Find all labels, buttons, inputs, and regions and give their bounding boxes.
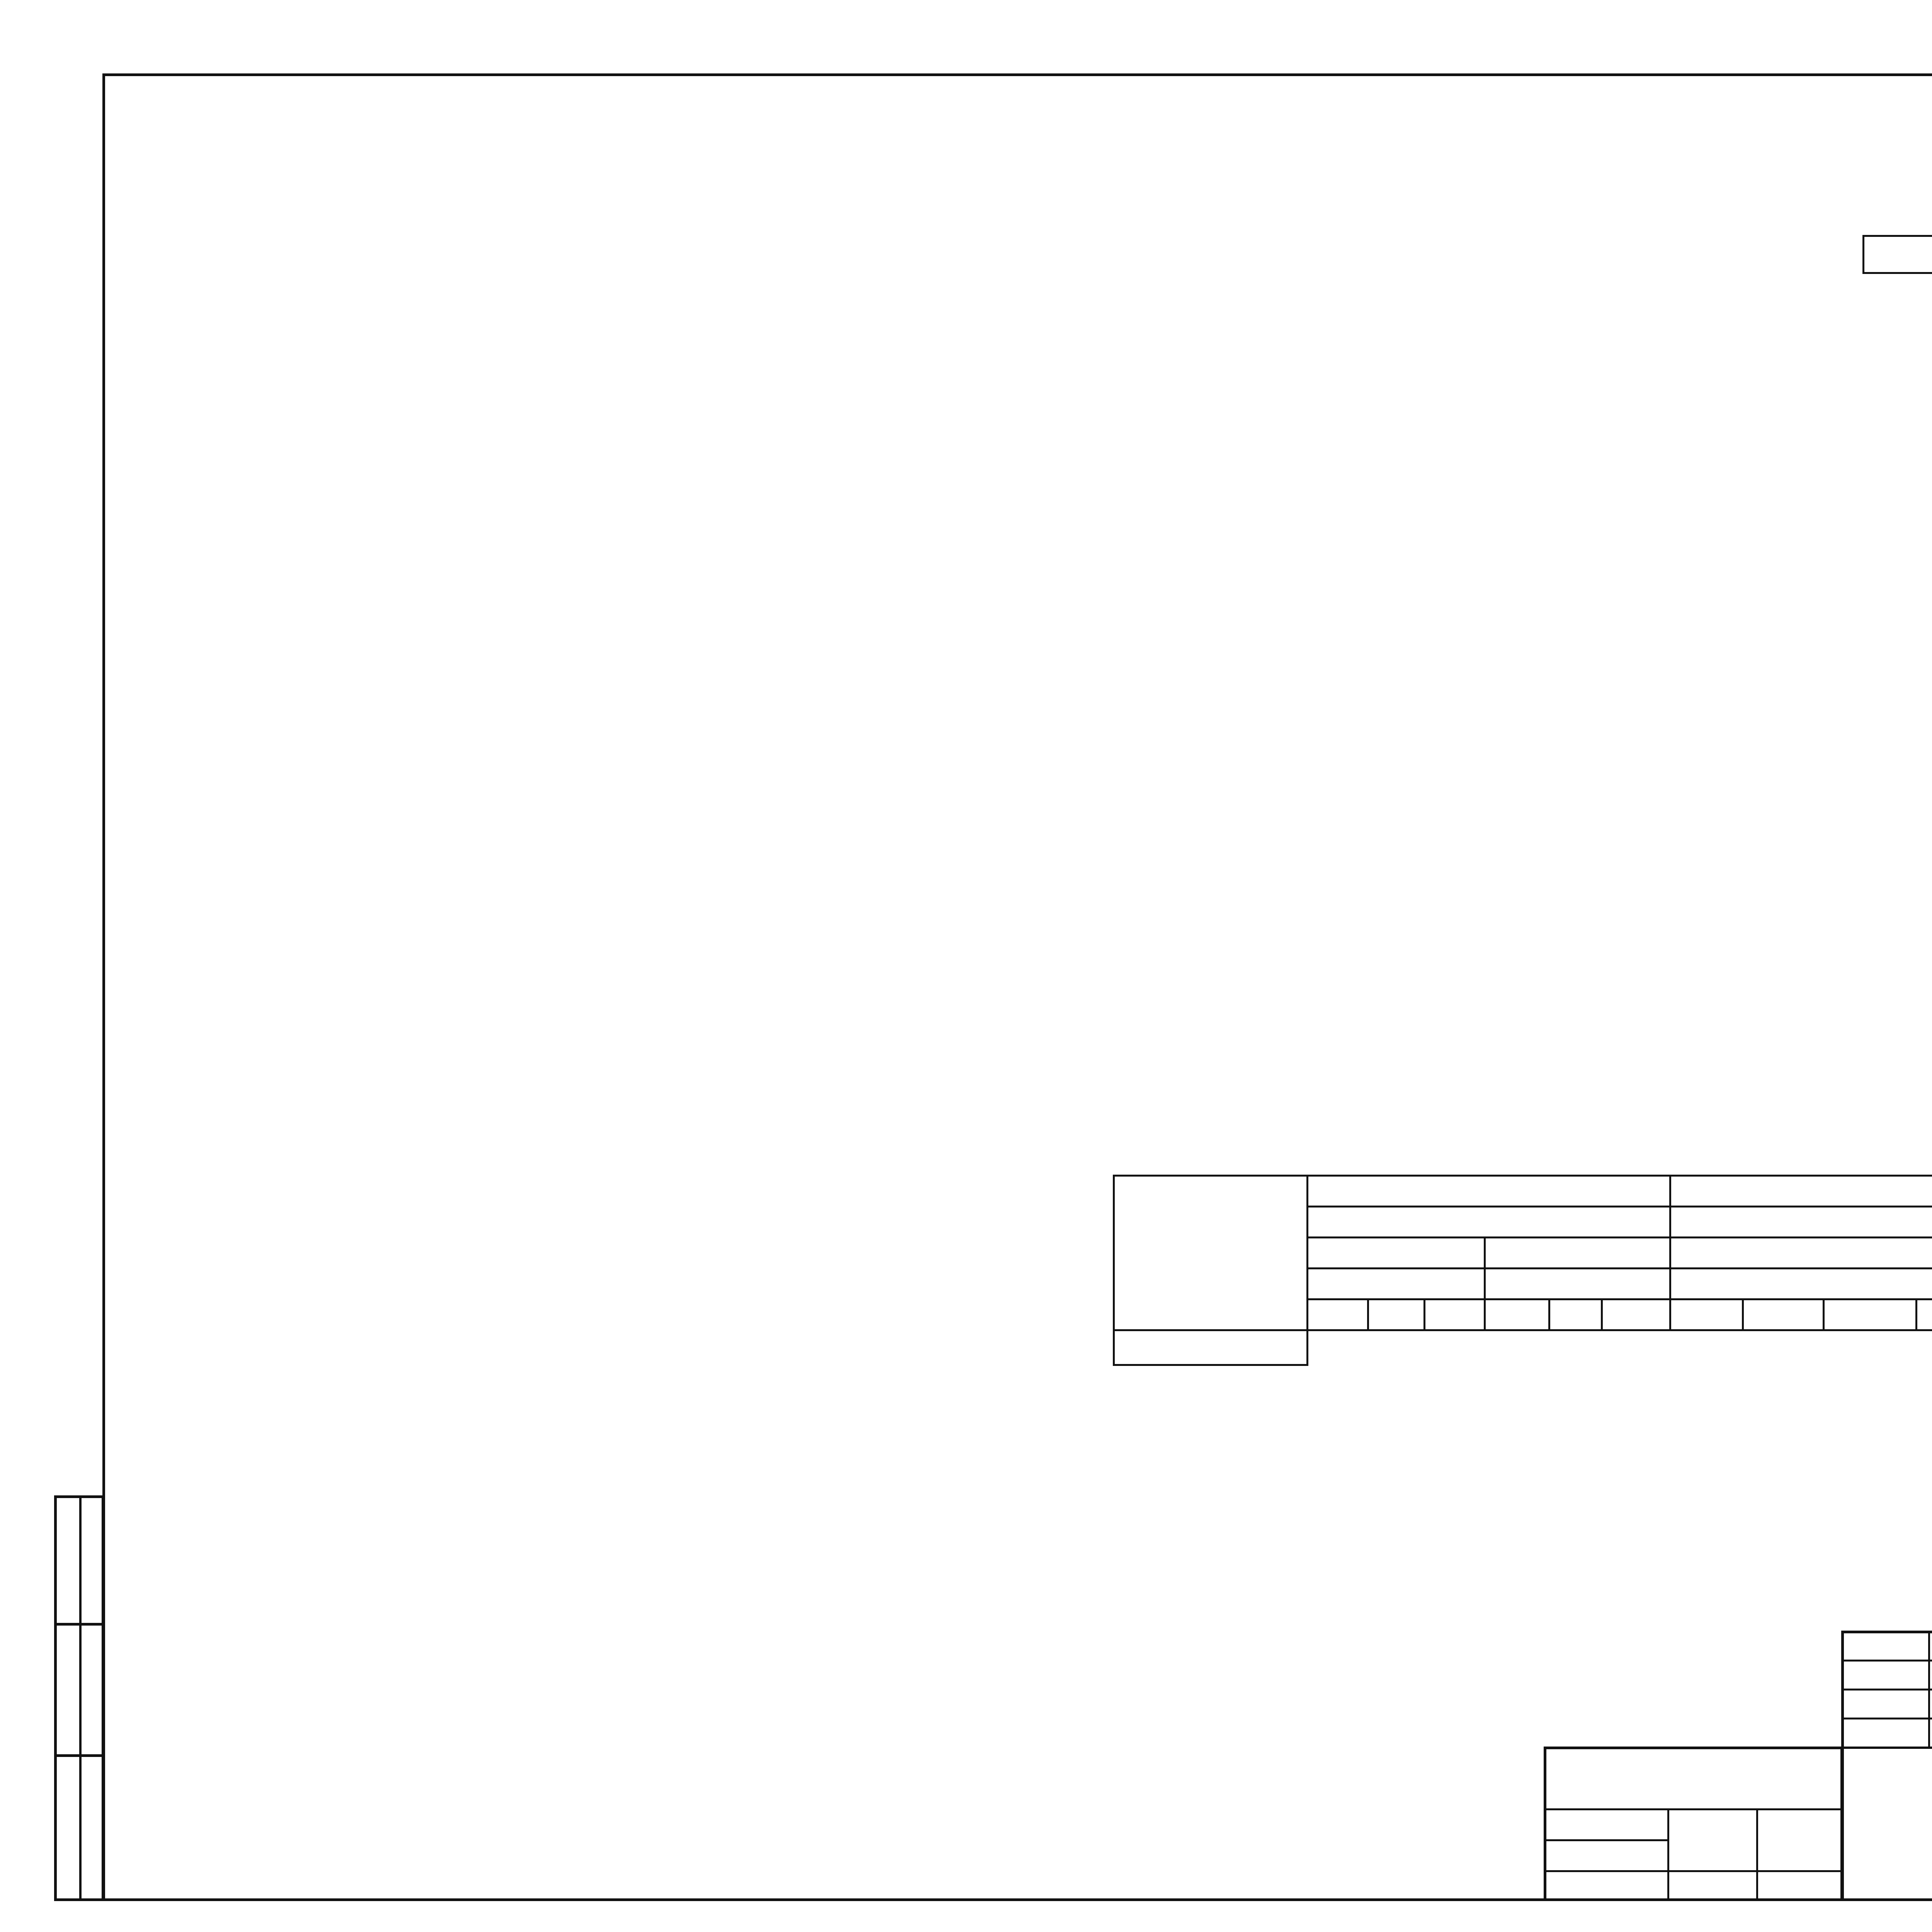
steel-col-header <box>1917 1299 1932 1330</box>
steel-class-2 <box>1485 1238 1670 1269</box>
privyazan-block <box>1544 1747 1843 1901</box>
steel-col-header <box>1602 1299 1670 1330</box>
spec-table-left <box>104 174 956 236</box>
spec-table-middle <box>987 174 1841 236</box>
steel-col-header <box>1308 1299 1368 1330</box>
steel-col-header <box>1743 1299 1824 1330</box>
steel-sub-a <box>1308 1207 1670 1238</box>
steel-col-header <box>1424 1299 1485 1330</box>
steel-group-a <box>1308 1176 1670 1207</box>
drawing-frame <box>102 73 1932 1901</box>
steel-group-b <box>1670 1176 1932 1207</box>
steel-col-header <box>1670 1299 1743 1330</box>
steel-sub-b <box>1670 1207 1932 1238</box>
steel-gost-2 <box>1485 1269 1670 1299</box>
steel-table <box>1113 1175 1932 1366</box>
steel-col-header <box>1485 1299 1549 1330</box>
steel-row-mark <box>1114 1330 1308 1365</box>
steel-class-1 <box>1308 1238 1485 1269</box>
steel-grade <box>1670 1238 1932 1269</box>
steel-gost-3 <box>1670 1269 1932 1299</box>
steel-gost-1 <box>1308 1269 1485 1299</box>
steel-mark-header <box>1114 1176 1308 1330</box>
steel-col-header <box>1824 1299 1917 1330</box>
spec-table-right <box>1862 174 1932 274</box>
